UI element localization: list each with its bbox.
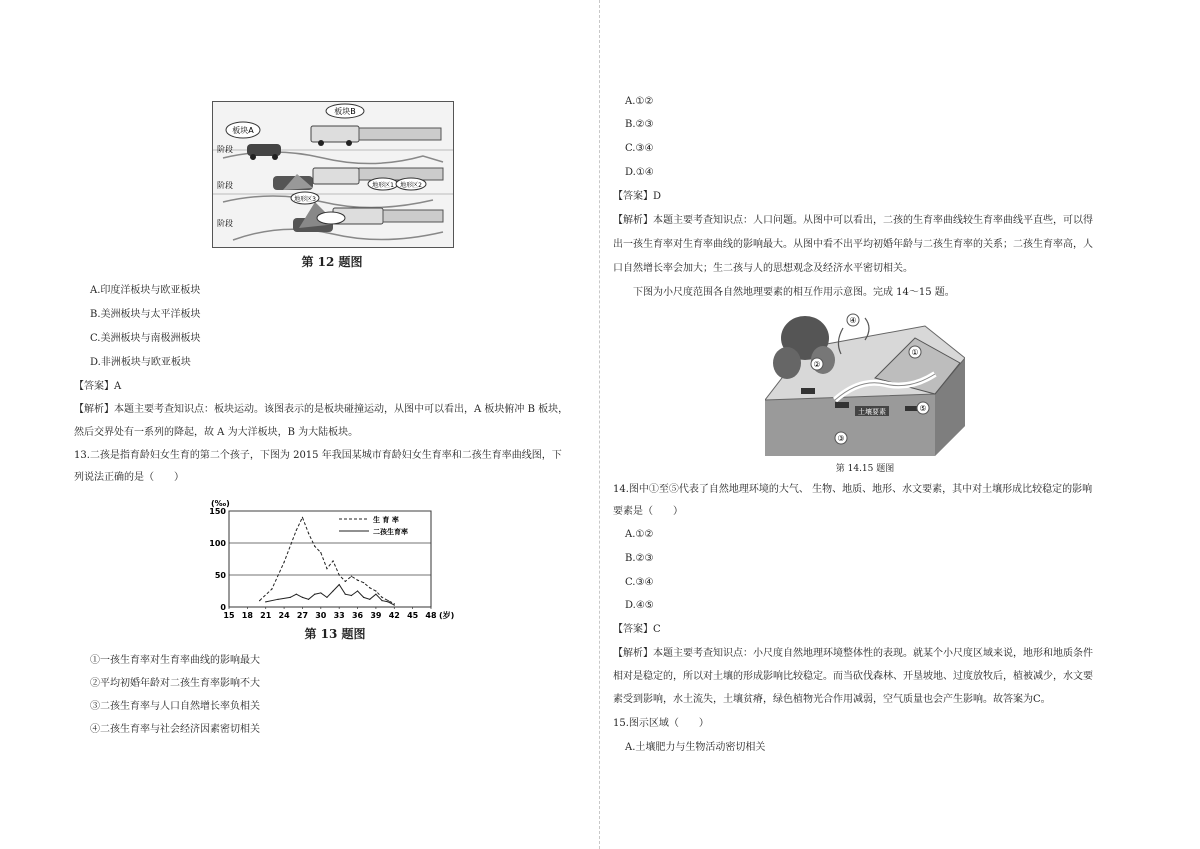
q13-option-b: B.②③ (625, 119, 654, 130)
series-2-point (320, 592, 321, 593)
figure-14-15-illustration (765, 308, 965, 456)
label-stage-2: 阶段 (217, 181, 233, 190)
q13-answer: 【答案】D (613, 191, 662, 202)
series-2-point (290, 597, 291, 598)
figure-12-caption: 第 12 题图 (301, 255, 363, 269)
x-tick-label: 48 (425, 611, 437, 620)
series-2-point (345, 594, 346, 595)
y-tick-label: 50 (214, 571, 226, 580)
figure-13-caption: 第 13 题图 (304, 627, 366, 641)
series-1-point (357, 580, 358, 581)
q13-stem-line-1: 13.二孩是指育龄妇女生育的第二个孩子，下图为 2015 年我国某城市育龄妇女生育率和二孩生育率曲线图，下 (74, 450, 562, 461)
series-2-point (332, 590, 333, 591)
series-1-point (351, 576, 352, 577)
series-2-point (277, 599, 278, 600)
series-2-point (302, 597, 303, 598)
x-tick-label: 45 (407, 611, 419, 620)
series-2-point (314, 594, 315, 595)
q12-answer: 【答案】A (74, 381, 122, 392)
series-2-point (265, 601, 266, 602)
q13-option-c: C.③④ (625, 143, 654, 154)
series-1-point (308, 533, 309, 534)
series-1-point (314, 546, 315, 547)
series-2-point (339, 584, 340, 585)
label-zone-1: 地形区1 (372, 182, 394, 189)
q14-option-d: D.④⑤ (625, 600, 654, 611)
series-1-point (388, 600, 389, 601)
series-1-point (283, 562, 284, 563)
series-1-point (296, 530, 297, 531)
series-1-point (394, 603, 395, 604)
landscape-block-drawing (765, 308, 965, 456)
series-2-point (357, 590, 358, 591)
x-tick-label: 18 (241, 611, 253, 620)
q13-statement-2: ②平均初婚年龄对二孩生育率影响不大 (90, 678, 260, 689)
x-axis-label: (岁) (439, 611, 455, 620)
series-2-point (369, 599, 370, 600)
series-1-point (363, 582, 364, 583)
series-1-point (271, 588, 272, 589)
label-zone-3: 地形区3 (294, 196, 316, 203)
q14-option-c: C.③④ (625, 577, 654, 588)
q13-option-d: D.①④ (625, 167, 654, 178)
y-axis-label: (‰) (211, 499, 230, 508)
label-circle-1: ① (911, 348, 919, 357)
series-line-2 (266, 585, 395, 605)
q14-stem-line-1: 14.图中①至⑤代表了自然地理环境的大气、 生物、地质、地形、水文要素，其中对土壤形成比较稳定的影响 (613, 484, 1093, 495)
series-1-point (259, 600, 260, 601)
q15-stem: 15.图示区域（ ） (613, 718, 709, 729)
series-1-point (332, 560, 333, 561)
q12-option-a: A.印度洋板块与欧亚板块 (90, 285, 201, 296)
q14-option-b: B.②③ (625, 553, 654, 564)
series-2-point (296, 594, 297, 595)
q13-statement-3: ③二孩生育率与人口自然增长率负相关 (90, 701, 260, 712)
x-tick-label: 30 (315, 611, 327, 620)
q12-analysis-line-2: 然后交界处有一系列的降起，故 A 为大洋板块，B 为大陆板块。 (74, 427, 359, 438)
series-2-point (326, 597, 327, 598)
figure-12-illustration (212, 101, 454, 248)
x-tick-label: 36 (351, 611, 364, 620)
series-2-point (363, 597, 364, 598)
label-circle-4: ④ (849, 316, 857, 325)
label-plate-a: 板块A (232, 126, 254, 135)
series-1-point (369, 587, 370, 588)
q13-analysis-line-2: 出一孩生育率对生育率曲线的影响最大。从图中看不出平均初婚年龄与二孩生育率的关系；二孩生育率高，人 (613, 239, 1093, 250)
column-divider (599, 0, 600, 849)
series-1-point (345, 581, 346, 582)
series-2-point (351, 595, 352, 596)
x-tick-label: 24 (278, 611, 290, 620)
q13-statement-1: ①一孩生育率对生育率曲线的影响最大 (90, 655, 260, 666)
q13-stem-line-2: 列说法正确的是（ ） (74, 472, 184, 483)
plot-frame (229, 511, 431, 607)
y-tick-label: 100 (209, 539, 226, 548)
q14-analysis-line-3: 素受到影响，水土流失，土壤贫瘠，绿色植物光合作用减弱，空气质量也会产生影响。故答案为C。 (613, 694, 1051, 705)
q12-option-d: D.非洲板块与欧亚板块 (90, 357, 191, 368)
x-tick-label: 15 (223, 611, 235, 620)
y-tick-label: 150 (209, 507, 226, 516)
series-1-point (326, 568, 327, 569)
label-circle-2: ② (813, 360, 821, 369)
series-2-point (381, 600, 382, 601)
series-1-point (375, 590, 376, 591)
label-stage-1: 阶段 (217, 145, 233, 154)
series-1-point (320, 552, 321, 553)
x-tick-label: 42 (388, 611, 400, 620)
q12-analysis-line-1: 【解析】本题主要考查知识点：板块运动。该图表示的是板块碰撞运动，从图中可以看出，A 板块俯冲 B 板块， (74, 404, 569, 415)
truck-b-stage1 (311, 126, 359, 142)
q12-option-c: C.美洲板块与南极洲板块 (90, 333, 201, 344)
q14-analysis-line-1: 【解析】本题主要考查知识点：小尺度自然地理环境整体性的表现。就某个小尺度区域来说，地形和地质条件 (613, 648, 1093, 659)
q15-option-a: A.土壤肥力与生物活动密切相关 (625, 742, 766, 753)
q13-option-a: A.①② (625, 96, 654, 107)
q14-answer: 【答案】C (613, 624, 661, 635)
x-tick-label: 27 (296, 611, 309, 620)
label-stage-3: 阶段 (217, 219, 233, 228)
q12-option-b: B.美洲板块与太平洋板块 (90, 309, 201, 320)
q14-option-a: A.①② (625, 529, 654, 540)
label-circle-5: ⑤ (919, 404, 927, 413)
figure-14-15-caption: 第 14.15 题图 (835, 464, 895, 474)
figure-13-chart (205, 493, 465, 625)
x-tick-label: 21 (260, 611, 272, 620)
series-1-point (339, 574, 340, 575)
y-tick-label: 0 (220, 603, 226, 612)
label-zone-2: 地形区2 (400, 182, 422, 189)
label-circle-3: ③ (837, 434, 845, 443)
plate-collision-drawing (213, 102, 453, 247)
q13-analysis-line-3: 口自然增长率会加大；生二孩与人的思想观念及经济水平密切相关。 (613, 263, 913, 274)
series-1-point (381, 597, 382, 598)
label-soil-element: 土壤要素 (858, 408, 886, 416)
series-2-point (394, 604, 395, 605)
q14-15-intro: 下图为小尺度范围各自然地理要素的相互作用示意图。完成 14～15 题。 (633, 287, 955, 298)
legend-label-2: 二孩生育率 (373, 528, 408, 536)
series-2-point (308, 599, 309, 600)
x-tick-label: 39 (370, 611, 382, 620)
series-2-point (388, 601, 389, 602)
q14-stem-line-2: 要素是（ ） (613, 506, 683, 517)
x-tick-label: 33 (333, 611, 345, 620)
q13-statement-4: ④二孩生育率与社会经济因素密切相关 (90, 724, 260, 735)
label-plate-b: 板块B (334, 107, 356, 116)
q14-analysis-line-2: 相对是稳定的，所以对土壤的形成影响比较稳定。而当砍伐森林、开垦坡地、过度放牧后，植被减少，水文要 (613, 671, 1093, 682)
series-1-point (302, 517, 303, 518)
legend-label-1: 生 育 率 (373, 516, 399, 524)
q13-analysis-line-1: 【解析】本题主要考查知识点：人口问题。从图中可以看出，二孩的生育率曲线较生育率曲线平直些，可以得 (613, 215, 1093, 226)
series-2-point (375, 594, 376, 595)
